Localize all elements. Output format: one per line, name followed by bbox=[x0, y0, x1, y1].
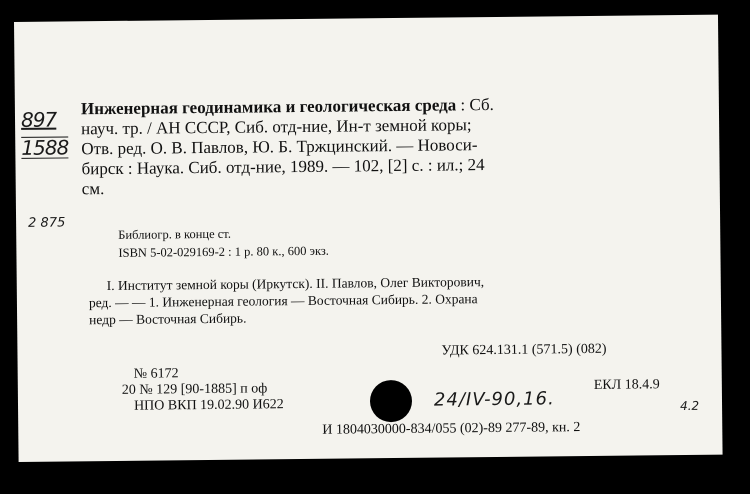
entry-line2: науч. тр. / АН СССР, Сиб. отд-ние, Ин-т земной коры; bbox=[81, 115, 472, 139]
card-number: И 1804030000-834/055 (02)-89 277-89, кн. 2 bbox=[322, 420, 581, 438]
subjects-line1: I. Институт земной коры (Иркутск). II. Павлов, Олег Викторович, bbox=[106, 274, 485, 294]
entry-line4: бирск : Наука. Сиб. отд-ние, 1989. — 102, [2] с. : ил.; 24 bbox=[81, 155, 485, 179]
udc-code: УДК 624.131.1 (571.5) (082) bbox=[441, 341, 607, 359]
handwritten-shelf-mark-bottom: 1588 bbox=[21, 135, 69, 160]
subjects-line2: ред. — — 1. Инженерная геология — Восточная Сибирь. 2. Охрана bbox=[88, 291, 478, 311]
handwritten-corner-note: 4.2 bbox=[679, 398, 700, 414]
order-info bbox=[121, 365, 284, 415]
isbn-line: ISBN 5-02-029169-2 : 1 р. 80 к., 600 экз. bbox=[118, 243, 329, 260]
punch-hole bbox=[370, 380, 412, 422]
book-title: Инженерная геодинамика и геологическая среда bbox=[80, 95, 457, 119]
entry-line5: см. bbox=[81, 179, 105, 199]
order-line2: 20 № 129 [90-1885] п оф bbox=[121, 381, 268, 398]
notes-block bbox=[118, 222, 598, 261]
bibliographic-entry bbox=[81, 93, 642, 199]
handwritten-shelf-mark-top: 897 bbox=[20, 107, 57, 132]
catalog-card bbox=[14, 15, 723, 462]
order-line1: № 6172 bbox=[133, 366, 179, 382]
bibliography-note: Библиогр. в конце ст. bbox=[118, 226, 231, 242]
handwritten-accession-number: 2 875 bbox=[28, 215, 66, 231]
entry-line1-rest: : Сб. bbox=[456, 94, 494, 115]
ekl-code: ЕКЛ 18.4.9 bbox=[593, 377, 660, 393]
subject-headings bbox=[89, 271, 690, 328]
entry-line3: Отв. ред. О. В. Павлов, Ю. Б. Тржцинский. — Новоси- bbox=[81, 135, 478, 159]
handwritten-date-note: 24/IV-90,16. bbox=[433, 388, 555, 411]
subjects-line3: недр — Восточная Сибирь. bbox=[89, 310, 247, 328]
order-line3: НПО ВКП 19.02.90 И622 bbox=[133, 397, 284, 414]
